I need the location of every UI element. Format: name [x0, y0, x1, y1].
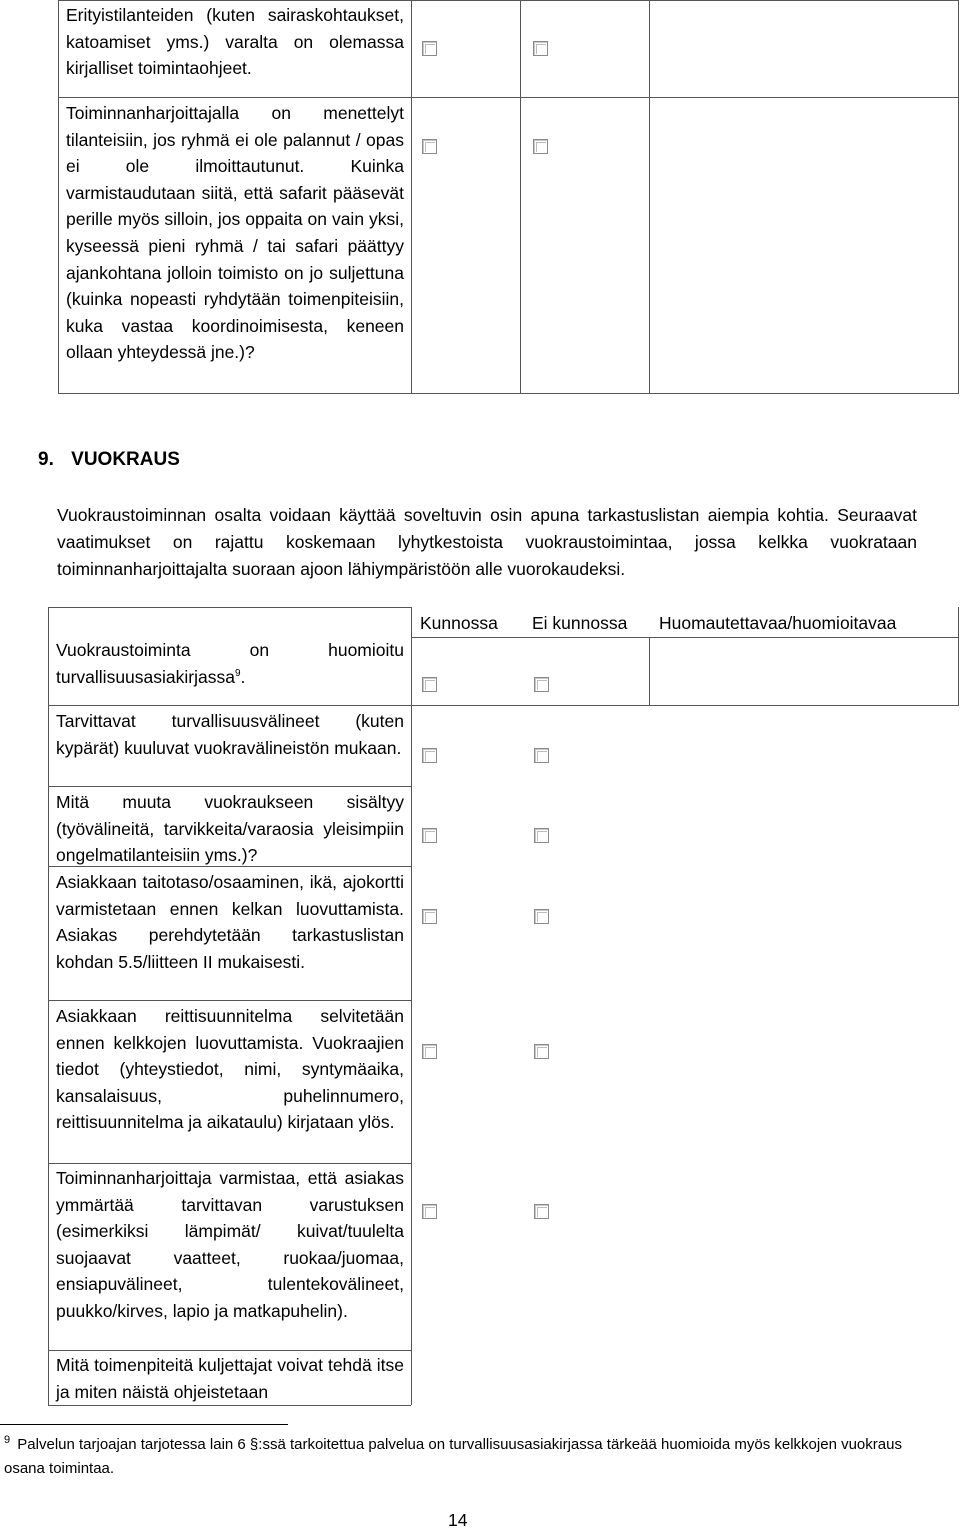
- checklist-row-text: Asiakkaan taitotaso/osaaminen, ikä, ajokortti varmistetaan ennen kelkan luovuttamista. Asiakas perehdytetään tarkastuslistan kohdan 5.5/liitteen II mukaisesti.: [56, 872, 404, 972]
- row-6-ok-checkbox[interactable]: [422, 1204, 437, 1219]
- top-table-row-text: Toiminnanharjoittajalla on menettelyt tilanteisiin, jos ryhmä ei ole palannut / opas ei ole ilmoittautunut. Kuinka varmistaudutaan siitä, että safarit pääsevät perille myös silloin, jos oppaita on vain yksi, kyseessä pieni ryhmä / tai safari päättyy ajankohtana jolloin toimisto on jo suljettuna (kuinka nopeasti ryhdytään toimenpiteisiin, kuka vastaa koordinoimisesta, keneen ollaan yhteydessä jne.)?: [66, 103, 404, 363]
- checklist-row-text: [56, 637, 404, 690]
- footnote-separator: [0, 1424, 288, 1425]
- header-notes: Huomautettavaa/huomioitavaa: [659, 613, 897, 633]
- row-1-ok-checkbox[interactable]: [422, 677, 437, 692]
- top-table-row-text: Erityistilanteiden (kuten sairaskohtaukset, katoamiset yms.) varalta on olemassa kirjalliset toimintaohjeet.: [66, 5, 404, 79]
- row-6-not-ok-checkbox[interactable]: [534, 1204, 549, 1219]
- row-3-ok-checkbox[interactable]: [422, 828, 437, 843]
- row-2-ok-checkbox[interactable]: [422, 748, 437, 763]
- section-intro: Vuokraustoiminnan osalta voidaan käyttää soveltuvin osin apuna tarkastuslistan aiempia kohtia. Seuraavat vaatimukset on rajattu koskemaan lyhytkestoista vuokraustoimintaa, jossa kelkka vuokrataan toiminnanharjoittajalta suoraan ajoon lähiympäristöön alle vuorokaudeksi.: [57, 505, 917, 579]
- checklist-row-text: Mitä muuta vuokraukseen sisältyy (työvälineitä, tarvikkeita/varaosia yleisimpiin ongelmatilanteisiin yms.)?: [56, 792, 404, 866]
- footnote-text: Palvelun tarjoajan tarjotessa lain 6 §:ssä tarkoitettua palvelua on turvallisuusasiakirjassa tärkeää huomioida myös kelkkojen vuokraus osana toimintaa.: [4, 1436, 902, 1477]
- checklist-row-text: Asiakkaan reittisuunnitelma selvitetään ennen kelkkojen luovuttamista. Vuokraajien tiedot (yhteystiedot, nimi, syntymäaika, kansalaisuus, puhelinnumero, reittisuunnitelma ja aikataulu) kirjataan ylös.: [56, 1006, 404, 1133]
- footnote-number: 9: [4, 1434, 11, 1446]
- row-5-ok-checkbox[interactable]: [422, 1044, 437, 1059]
- top-row-2-ok-checkbox[interactable]: [422, 139, 437, 154]
- section-heading: [38, 449, 180, 471]
- top-row-1-not-ok-checkbox[interactable]: [533, 41, 548, 56]
- header-not-ok: Ei kunnossa: [532, 613, 628, 633]
- section-number: 9.: [38, 449, 54, 470]
- checklist-row-text: Tarvittavat turvallisuusvälineet (kuten kypärät) kuuluvat vuokravälineistön mukaan.: [56, 711, 404, 758]
- section-title: VUOKRAUS: [71, 449, 180, 470]
- top-row-2-not-ok-checkbox[interactable]: [533, 139, 548, 154]
- row-1-not-ok-checkbox[interactable]: [534, 677, 549, 692]
- top-row-1-ok-checkbox[interactable]: [422, 41, 437, 56]
- checklist-row-text: Toiminnanharjoittaja varmistaa, että asiakas ymmärtää tarvittavan varustuksen (esimerkiksi lämpimät/ kuivat/tuulelta suojaavat vaatteet, ruokaa/juomaa, ensiapuvälineet, tulentekovälineet, puukko/kirves, lapio ja matkapuhelin).: [56, 1168, 404, 1321]
- checklist-row-label: Vuokraustoiminta on huomioitu turvallisuusasiakirjassa: [56, 640, 404, 687]
- row-4-ok-checkbox[interactable]: [422, 909, 437, 924]
- page-number: 14: [448, 1510, 468, 1530]
- row-3-not-ok-checkbox[interactable]: [534, 828, 549, 843]
- checklist-row-text: Mitä toimenpiteitä kuljettajat voivat tehdä itse ja miten näistä ohjeistetaan: [56, 1355, 404, 1402]
- row-4-not-ok-checkbox[interactable]: [534, 909, 549, 924]
- row-5-not-ok-checkbox[interactable]: [534, 1044, 549, 1059]
- header-ok: Kunnossa: [420, 613, 498, 633]
- footnote: [4, 1433, 904, 1481]
- row-2-not-ok-checkbox[interactable]: [534, 748, 549, 763]
- footnote-ref: 9: [234, 667, 241, 679]
- checklist-row-suffix: .: [240, 666, 246, 687]
